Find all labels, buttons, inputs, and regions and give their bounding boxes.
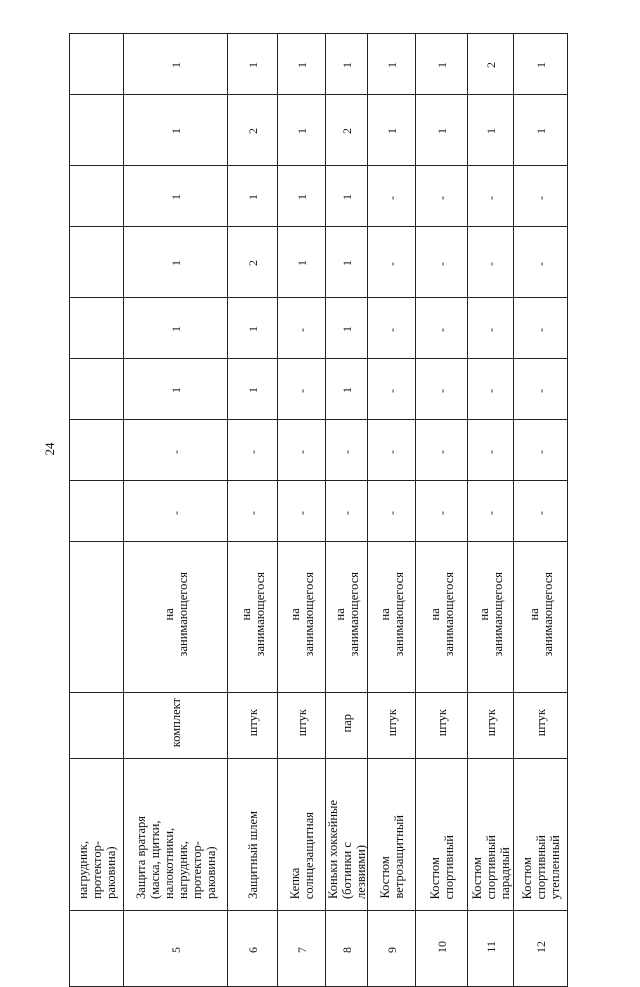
table-cell (416, 911, 468, 987)
quantity-value: - (483, 389, 498, 393)
purpose-line: на (377, 608, 392, 621)
unit-text: штук (384, 709, 399, 737)
table-cell (278, 759, 326, 911)
table-cell (514, 481, 568, 542)
table-cell (326, 420, 368, 481)
table-cell (124, 34, 228, 95)
table-cell (70, 420, 124, 481)
item-name-line: раковина) (103, 846, 118, 899)
quantity-value: - (434, 511, 449, 515)
table-row (70, 95, 568, 166)
unit-text: комплект (168, 698, 183, 748)
table-cell (416, 693, 468, 759)
purpose-text (477, 572, 505, 656)
quantity-value: - (384, 262, 399, 266)
table-cell (124, 911, 228, 987)
purpose-line: занимающегося (540, 572, 555, 657)
purpose-line: на (287, 608, 302, 621)
purpose-text (333, 572, 361, 656)
table-cell (368, 359, 416, 420)
item-name-line: Коньки хоккейные (326, 800, 340, 899)
item-name-line: спортивный (533, 834, 548, 899)
table-cell (368, 95, 416, 166)
item-name (326, 800, 368, 899)
table-cell (70, 759, 124, 911)
table-cell (368, 481, 416, 542)
quantity-value: - (533, 389, 548, 393)
table-cell (326, 481, 368, 542)
unit-text: пар (339, 713, 354, 733)
row-number: 6 (245, 946, 260, 953)
quantity-value: - (533, 450, 548, 454)
table-cell (468, 95, 514, 166)
quantity-value: 1 (533, 62, 548, 68)
table-cell (468, 911, 514, 987)
table-cell (514, 420, 568, 481)
unit-text: штук (533, 709, 548, 737)
table-cell (416, 542, 468, 693)
table-cell (416, 359, 468, 420)
table-cell (326, 359, 368, 420)
table-cell (368, 227, 416, 298)
quantity-value: 1 (245, 326, 260, 332)
table-row (70, 911, 568, 987)
quantity-value: 1 (168, 128, 183, 134)
item-name-line: протектор- (189, 841, 204, 899)
item-name-line: парадный (497, 846, 512, 899)
purpose-text (162, 572, 190, 656)
table-cell (228, 481, 278, 542)
purpose-line: занимающегося (301, 572, 316, 657)
item-name-line: ветрозащитный (391, 815, 406, 899)
quantity-value: - (168, 511, 183, 515)
item-name (76, 841, 118, 899)
quantity-value: - (384, 450, 399, 454)
table-cell (468, 420, 514, 481)
table-cell (70, 227, 124, 298)
table-cell (70, 542, 124, 693)
table-cell (278, 34, 326, 95)
quantity-value: - (294, 328, 309, 332)
purpose-line: на (526, 608, 541, 621)
purpose-line: занимающегося (391, 572, 406, 657)
table-cell (228, 420, 278, 481)
table-cell (514, 911, 568, 987)
table-row (70, 481, 568, 542)
table-cell (514, 166, 568, 227)
table-cell (368, 542, 416, 693)
purpose-text (527, 572, 555, 656)
table-cell (124, 359, 228, 420)
table-cell (416, 34, 468, 95)
table-cell (326, 911, 368, 987)
table-cell (228, 95, 278, 166)
unit-text: штук (434, 709, 449, 737)
quantity-value: 2 (245, 260, 260, 266)
quantity-value: 1 (434, 128, 449, 134)
table-cell (228, 911, 278, 987)
table-cell (124, 759, 228, 911)
quantity-value: - (168, 450, 183, 454)
quantity-value: - (294, 511, 309, 515)
quantity-value: 1 (339, 62, 354, 68)
table-cell (124, 227, 228, 298)
table-row (70, 34, 568, 95)
quantity-value: - (483, 450, 498, 454)
table-row (70, 298, 568, 359)
table-cell (514, 759, 568, 911)
quantity-value: 1 (294, 128, 309, 134)
purpose-line: на (332, 608, 347, 621)
item-name (428, 835, 456, 899)
quantity-value: - (434, 328, 449, 332)
item-name-line: Костюм (519, 856, 534, 899)
table-cell (368, 911, 416, 987)
item-name (134, 816, 218, 899)
table-cell (278, 95, 326, 166)
table-cell (124, 95, 228, 166)
equipment-table (69, 33, 568, 987)
table-cell (416, 481, 468, 542)
item-name-line: лезвиями) (354, 845, 368, 899)
quantity-value: - (384, 196, 399, 200)
quantity-value: 1 (434, 62, 449, 68)
table-cell (70, 34, 124, 95)
quantity-value: 1 (339, 194, 354, 200)
quantity-value: - (434, 450, 449, 454)
table-cell (326, 693, 368, 759)
table-cell (468, 759, 514, 911)
item-name-line: Костюм (377, 856, 392, 899)
purpose-line: занимающегося (346, 572, 361, 657)
table-cell (326, 542, 368, 693)
table-cell (468, 542, 514, 693)
quantity-value: 1 (168, 387, 183, 393)
table-cell (278, 166, 326, 227)
row-number: 7 (294, 946, 309, 953)
item-name-line: (маска, щитки, (147, 820, 162, 899)
item-name (246, 811, 260, 899)
item-name-line: нагрудник, (75, 841, 90, 899)
table-cell (124, 298, 228, 359)
quantity-value: 1 (245, 194, 260, 200)
table-cell (124, 542, 228, 693)
table-cell (278, 227, 326, 298)
quantity-value: - (434, 196, 449, 200)
quantity-value: - (339, 450, 354, 454)
item-name-line: Защита вратаря (133, 816, 148, 899)
purpose-line: на (238, 608, 253, 621)
table-cell (70, 693, 124, 759)
quantity-value: 1 (384, 62, 399, 68)
purpose-text (378, 572, 406, 656)
item-name-line: утепленный (547, 834, 562, 899)
table-row (70, 227, 568, 298)
item-name (288, 812, 316, 899)
table-cell (468, 227, 514, 298)
table-row (70, 359, 568, 420)
quantity-value: 2 (245, 128, 260, 134)
quantity-value: 1 (294, 260, 309, 266)
quantity-value: - (384, 328, 399, 332)
table-cell (416, 166, 468, 227)
table-cell (124, 166, 228, 227)
table-cell (278, 911, 326, 987)
quantity-value: - (294, 450, 309, 454)
quantity-value: - (483, 196, 498, 200)
row-number: 8 (339, 946, 354, 953)
item-name (378, 815, 406, 899)
quantity-value: - (245, 450, 260, 454)
table-cell (228, 34, 278, 95)
table-cell (124, 481, 228, 542)
item-name-line: протектор- (89, 841, 104, 899)
quantity-value: 1 (245, 387, 260, 393)
item-name-line: Костюм (469, 856, 484, 899)
quantity-value: 1 (168, 62, 183, 68)
table-cell (326, 759, 368, 911)
row-number: 5 (168, 946, 183, 953)
row-number: 10 (434, 940, 449, 953)
quantity-value: 1 (168, 194, 183, 200)
table-cell (70, 298, 124, 359)
quantity-value: - (339, 511, 354, 515)
quantity-value: - (434, 262, 449, 266)
table-cell (468, 481, 514, 542)
table-row (70, 420, 568, 481)
table-cell (468, 298, 514, 359)
table-row (70, 166, 568, 227)
table-cell (278, 481, 326, 542)
table-cell (228, 298, 278, 359)
table-cell (368, 759, 416, 911)
table-cell (326, 95, 368, 166)
item-name (470, 835, 512, 899)
quantity-value: - (384, 389, 399, 393)
row-number: 12 (533, 940, 548, 953)
quantity-value: 2 (339, 128, 354, 134)
quantity-value: 1 (168, 326, 183, 332)
quantity-value: 1 (339, 260, 354, 266)
table-cell (278, 542, 326, 693)
quantity-value: 1 (339, 387, 354, 393)
table-cell (368, 34, 416, 95)
table-cell (468, 359, 514, 420)
quantity-value: 1 (384, 128, 399, 134)
purpose-text (428, 572, 456, 656)
quantity-value: 1 (294, 194, 309, 200)
table-cell (416, 298, 468, 359)
page-number: 24 (42, 442, 57, 456)
table-cell (416, 759, 468, 911)
table-cell (514, 227, 568, 298)
item-name-line: раковина) (203, 846, 218, 899)
table-cell (70, 481, 124, 542)
table-cell (468, 166, 514, 227)
quantity-value: 1 (533, 128, 548, 134)
table-cell (326, 34, 368, 95)
table-cell (70, 166, 124, 227)
quantity-value: - (533, 262, 548, 266)
quantity-value: - (384, 511, 399, 515)
purpose-line: на (161, 608, 176, 621)
item-name-line: Защитный шлем (245, 811, 260, 899)
item-name-line: нагрудник, (175, 841, 190, 899)
table-cell (514, 34, 568, 95)
table-cell (326, 227, 368, 298)
quantity-value: 1 (483, 128, 498, 134)
table-cell (228, 759, 278, 911)
table-cell (416, 227, 468, 298)
quantity-value: - (294, 389, 309, 393)
table-cell (278, 420, 326, 481)
table-cell (70, 359, 124, 420)
row-number: 9 (384, 946, 399, 953)
table-cell (326, 166, 368, 227)
purpose-line: занимающегося (441, 572, 456, 657)
table-cell (468, 693, 514, 759)
table-cell (70, 95, 124, 166)
table-cell (514, 95, 568, 166)
table-row (70, 542, 568, 693)
table-cell (514, 359, 568, 420)
item-name-line: Кепка (287, 867, 302, 899)
table-cell (124, 693, 228, 759)
quantity-value: 1 (294, 62, 309, 68)
quantity-value: - (483, 328, 498, 332)
table-cell (278, 693, 326, 759)
purpose-line: занимающегося (252, 572, 267, 657)
item-name-line: налокотники, (161, 827, 176, 899)
table-cell (228, 359, 278, 420)
table-cell (514, 693, 568, 759)
purpose-line: занимающегося (490, 572, 505, 657)
quantity-value: - (533, 511, 548, 515)
unit-text: штук (294, 709, 309, 737)
quantity-value: 1 (168, 260, 183, 266)
purpose-text (239, 572, 267, 656)
quantity-value: - (434, 389, 449, 393)
table-cell (416, 95, 468, 166)
quantity-value: - (483, 262, 498, 266)
table-cell (228, 542, 278, 693)
purpose-line: занимающегося (175, 572, 190, 657)
row-number: 11 (483, 940, 498, 953)
table-row (70, 759, 568, 911)
item-name-line: Костюм (427, 856, 442, 899)
table-cell (278, 359, 326, 420)
table-cell (278, 298, 326, 359)
table-cell (514, 542, 568, 693)
quantity-value: 1 (245, 62, 260, 68)
quantity-value: 1 (339, 326, 354, 332)
unit-text: штук (483, 709, 498, 737)
table-cell (368, 298, 416, 359)
table-cell (368, 420, 416, 481)
quantity-value: - (483, 511, 498, 515)
item-name-line: солнцезащитная (301, 811, 316, 899)
unit-text: штук (245, 709, 260, 737)
item-name-line: спортивный (441, 834, 456, 899)
item-name-line: спортивный (483, 834, 498, 899)
table-cell (368, 693, 416, 759)
table-cell (228, 227, 278, 298)
purpose-line: на (427, 608, 442, 621)
table-cell (228, 693, 278, 759)
purpose-text (288, 572, 316, 656)
item-name (520, 835, 562, 899)
table-cell (368, 166, 416, 227)
item-name-line: (ботинки с (340, 842, 354, 899)
quantity-value: - (533, 196, 548, 200)
table-row (70, 693, 568, 759)
purpose-line: на (476, 608, 491, 621)
quantity-value: 2 (483, 62, 498, 68)
quantity-value: - (245, 511, 260, 515)
table-cell (228, 166, 278, 227)
quantity-value: - (533, 328, 548, 332)
table-cell (326, 298, 368, 359)
table-cell (514, 298, 568, 359)
table-cell (468, 34, 514, 95)
table-cell (70, 911, 124, 987)
table-cell (124, 420, 228, 481)
table-cell (416, 420, 468, 481)
